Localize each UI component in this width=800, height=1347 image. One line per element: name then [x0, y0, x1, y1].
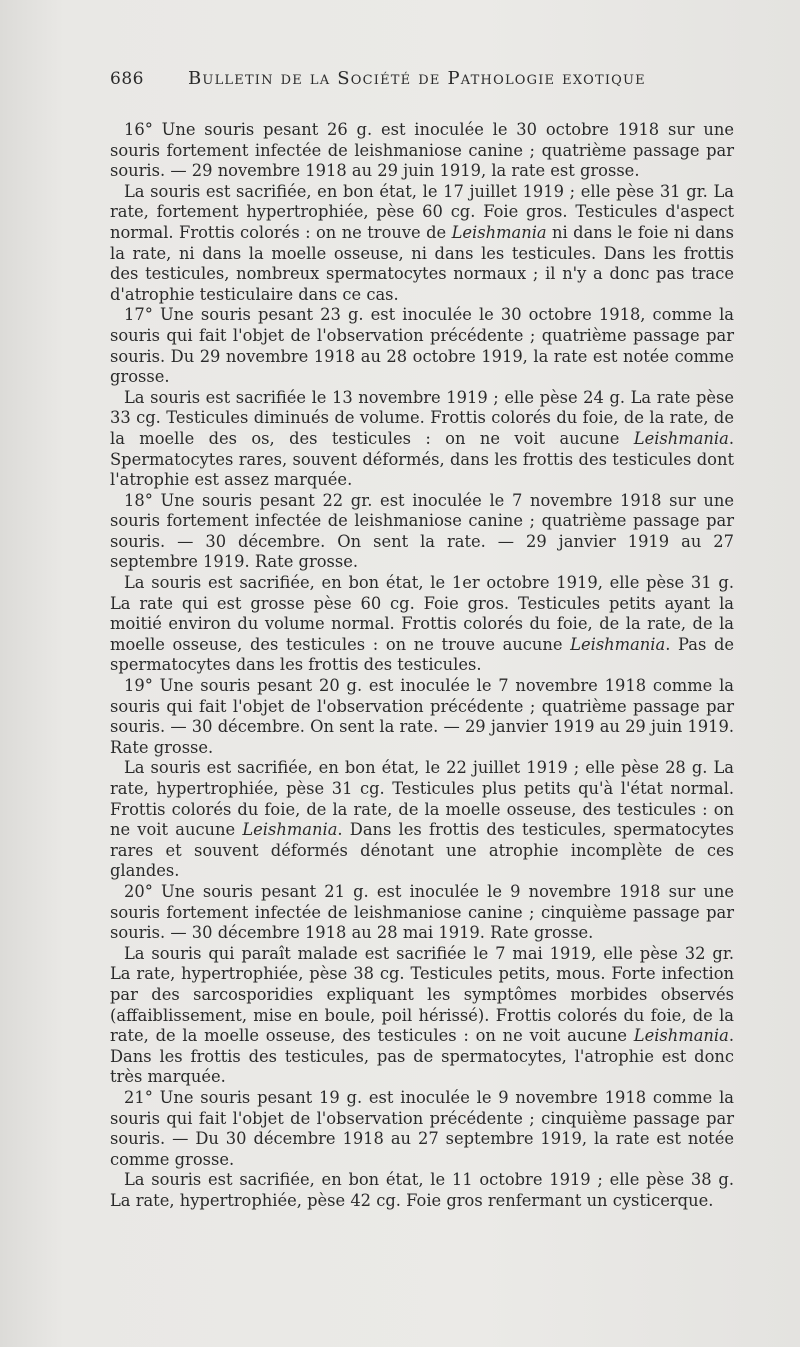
paragraph-obs-21-autopsy: La souris est sacrifiée, en bon état, le 11 octobre 1919 ; elle pèse 38 g. La rate, hypertrophiée, pèse 42 cg. Foie gros renfermant un cysticerque. [110, 1170, 734, 1210]
paragraph-obs-21: 21° Une souris pesant 19 g. est inoculée le 9 novembre 1918 comme la souris qui fait l'objet de l'observation précédente ; cinquième passage par souris. — Du 30 décembre 1918 au 27 septembre 1919, la rate est notée comme grosse. [110, 1087, 734, 1169]
paragraph-obs-20: 20° Une souris pesant 21 g. est inoculée le 9 novembre 1918 sur une souris fortement infectée de leishmaniose canine ; cinquième passage par souris. — 30 décembre 1918 au 28 mai 1919. Rate grosse. [110, 881, 734, 943]
paragraph-obs-17: 17° Une souris pesant 23 g. est inoculée le 30 octobre 1918, comme la souris qui fait l'objet de l'observation précédente ; quatrième passage par souris. Du 29 novembre 1918 au 28 octobre 1919, la rate est notée comme grosse. [110, 305, 734, 387]
paragraph-obs-16-autopsy: La souris est sacrifiée, en bon état, le 17 juillet 1919 ; elle pèse 31 gr. La rate, fortement hypertrophiée, pèse 60 cg. Foie gros. Testicules d'aspect normal. Frottis colorés : on ne trouve de Leishmania ni dans le foie ni dans la rate, ni dans la moelle osseuse, ni dans les testicules. Dans les frottis des testicules, nombreux spermatocytes normaux ; il n'y a donc pas trace d'atrophie testiculaire dans ce cas. [110, 181, 734, 304]
article-body [110, 120, 734, 1211]
paragraph-obs-18-autopsy: La souris est sacrifiée, en bon état, le 1er octobre 1919, elle pèse 31 g. La rate qui est grosse pèse 60 cg. Foie gros. Testicules petits ayant la moitié environ du volume normal. Frottis colorés du foie, de la rate, de la moelle osseuse, des testicules : on ne trouve aucune Leishmania. Pas de spermatocytes dans les frottis des testicules. [110, 573, 734, 675]
paragraph-obs-20-autopsy: La souris qui paraît malade est sacrifiée le 7 mai 1919, elle pèse 32 gr. La rate, hypertrophiée, pèse 38 cg. Testicules petits, mous. Forte infection par des sarcosporidies expliquant les symptômes morbides observés (affaiblissement, mise en boule, poil hérissé). Frottis colorés du foie, de la rate, de la moelle osseuse, des testicules : on ne voit aucune Leishmania. Dans les frottis des testicules, pas de spermatocytes, l'atrophie est donc très marquée. [110, 943, 734, 1087]
running-header [110, 68, 734, 102]
page-number: 686 [110, 69, 144, 89]
paragraph-obs-18: 18° Une souris pesant 22 gr. est inoculée le 7 novembre 1918 sur une souris fortement infectée de leishmaniose canine ; quatrième passage par souris. — 30 décembre. On sent la rate. — 29 janvier 1919 au 27 septembre 1919. Rate grosse. [110, 490, 734, 572]
paragraph-obs-19-autopsy: La souris est sacrifiée, en bon état, le 22 juillet 1919 ; elle pèse 28 g. La rate, hypertrophiée, pèse 31 cg. Testicules plus petits qu'à l'état normal. Frottis colorés du foie, de la rate, de la moelle osseuse, des testicules : on ne voit aucune Leishmania. Dans les frottis des testicules, spermatocytes rares et souvent déformés dénotant une atrophie incomplète de ces glandes. [110, 758, 734, 881]
paragraph-obs-16: 16° Une souris pesant 26 g. est inoculée le 30 octobre 1918 sur une souris fortement infectée de leishmaniose canine ; quatrième passage par souris. — 29 novembre 1918 au 29 juin 1919, la rate est grosse. [110, 120, 734, 181]
paragraph-obs-19: 19° Une souris pesant 20 g. est inoculée le 7 novembre 1918 comme la souris qui fait l'objet de l'observation précédente ; quatrième passage par souris. — 30 décembre. On sent la rate. — 29 janvier 1919 au 29 juin 1919. Rate grosse. [110, 676, 734, 757]
paragraph-obs-17-autopsy: La souris est sacrifiée le 13 novembre 1919 ; elle pèse 24 g. La rate pèse 33 cg. Testicules diminués de volume. Frottis colorés du foie, de la rate, de la moelle des os, des testicules : on ne voit aucune Leishmania. Spermatocytes rares, souvent déformés, dans les frottis des testicules dont l'atrophie est assez marquée. [110, 387, 734, 490]
running-title: Bulletin de la Société de Pathologie exotique [188, 68, 646, 89]
